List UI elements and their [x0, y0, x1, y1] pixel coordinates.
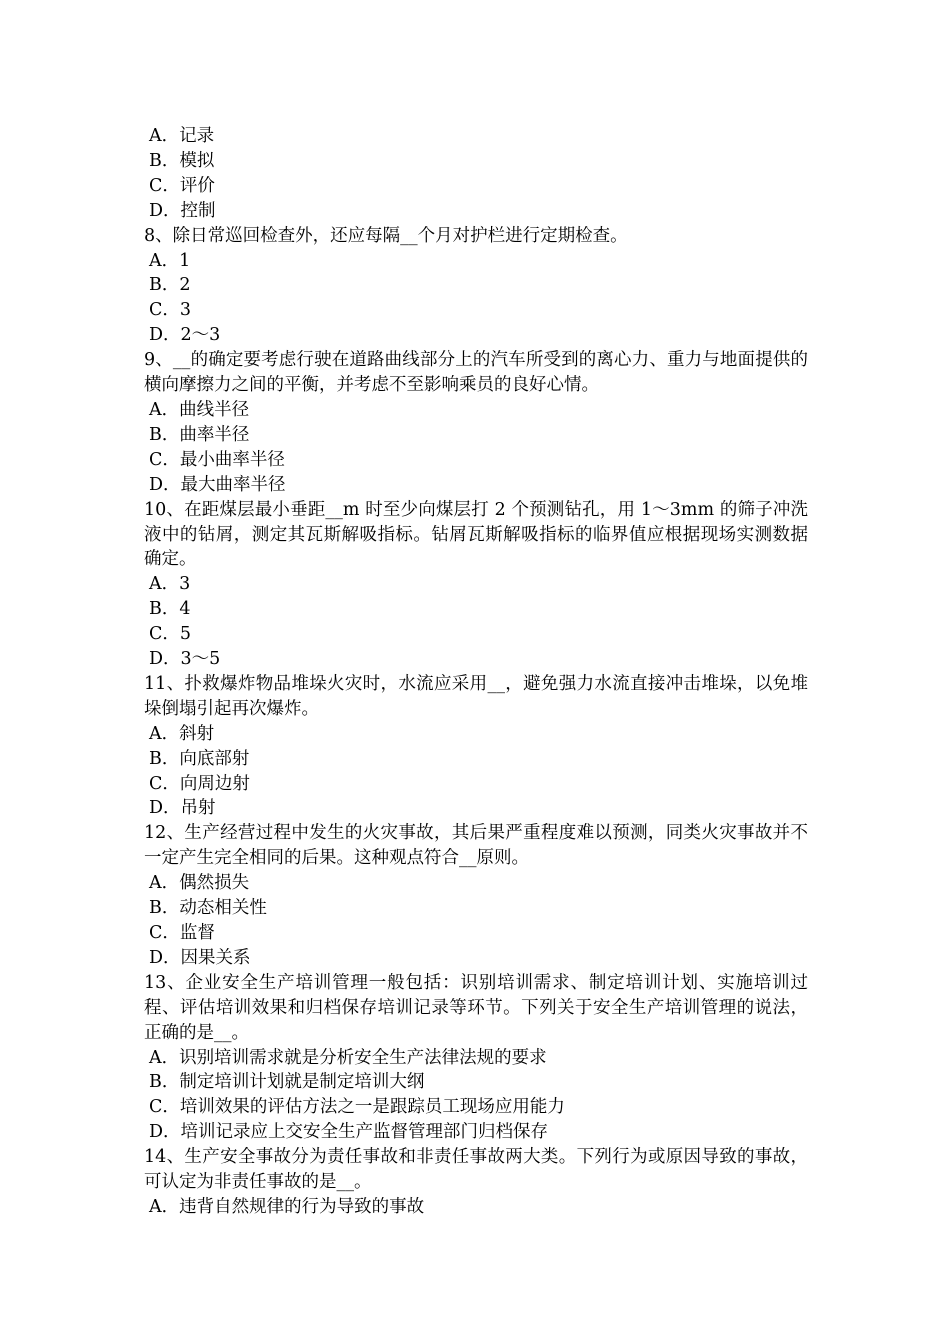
- option-a: A．曲线半径: [149, 399, 250, 420]
- option-a: A．3: [149, 574, 191, 595]
- question-10: 10、在距煤层最小垂距__m 时至少向煤层打 2 个预测钻孔，用 1～3mm 的筛子冲洗液中的钻屑，测定其瓦斯解吸指标。钻屑瓦斯解吸指标的临界值应根据现场实测数据确定。: [144, 499, 808, 570]
- option-c: C．3: [149, 300, 192, 321]
- option-c: C．培训效果的评估方法之一是跟踪员工现场应用能力: [149, 1097, 565, 1118]
- option-d: D．控制: [149, 200, 216, 221]
- question-8: 8、除日常巡回检查外，还应每隔__个月对护栏进行定期检查。: [144, 225, 628, 246]
- document-page: [144, 124, 808, 1220]
- option-c: C．5: [149, 624, 192, 645]
- option-b: B．模拟: [149, 150, 215, 171]
- option-b: B．2: [149, 275, 191, 296]
- option-a: A．1: [149, 250, 191, 271]
- question-12: 12、生产经营过程中发生的火灾事故，其后果严重程度难以预测，同类火灾事故并不一定产生完全相同的后果。这种观点符合__原则。: [144, 823, 808, 869]
- option-a: A．偶然损失: [149, 873, 250, 894]
- option-b: B．向底部射: [149, 748, 250, 769]
- option-c: C．最小曲率半径: [149, 449, 285, 470]
- option-c: C．监督: [149, 923, 215, 943]
- question-13: 13、企业安全生产培训管理一般包括：识别培训需求、制定培训计划、实施培训过程、评估培训效果和归档保存培训记录等环节。下列关于安全生产培训管理的说法，正确的是__。: [144, 972, 808, 1043]
- option-c: C．评价: [149, 175, 215, 196]
- question-11: 11、扑救爆炸物品堆垛火灾时，水流应采用__，避免强力水流直接冲击堆垛，以免堆垛倒塌引起再次爆炸。: [144, 673, 808, 719]
- option-d: D．培训记录应上交安全生产监督管理部门归档保存: [149, 1122, 549, 1143]
- option-d: D．因果关系: [149, 947, 251, 968]
- option-b: B．4: [149, 599, 191, 620]
- question-9: 9、__的确定要考虑行驶在道路曲线部分上的汽车所受到的离心力、重力与地面提供的横向摩擦力之间的平衡，并考虑不至影响乘员的良好心情。: [144, 350, 808, 396]
- option-a: A．识别培训需求就是分析安全生产法律法规的要求: [149, 1047, 547, 1068]
- option-b: B．曲率半径: [149, 424, 250, 445]
- option-d: D．2～3: [149, 325, 221, 346]
- option-d: D．3～5: [149, 649, 221, 670]
- option-b: B．动态相关性: [149, 898, 267, 919]
- option-a: A．斜射: [149, 723, 215, 744]
- question-14: 14、生产安全事故分为责任事故和非责任事故两大类。下列行为或原因导致的事故，可认定为非责任事故的是__。: [144, 1147, 808, 1193]
- option-b: B．制定培训计划就是制定培训大纲: [149, 1072, 425, 1093]
- option-d: D．吊射: [149, 798, 216, 819]
- option-a: A．违背自然规律的行为导致的事故: [149, 1196, 425, 1217]
- option-c: C．向周边射: [149, 773, 250, 794]
- option-d: D．最大曲率半径: [149, 474, 286, 495]
- option-a: A．记录: [149, 126, 215, 146]
